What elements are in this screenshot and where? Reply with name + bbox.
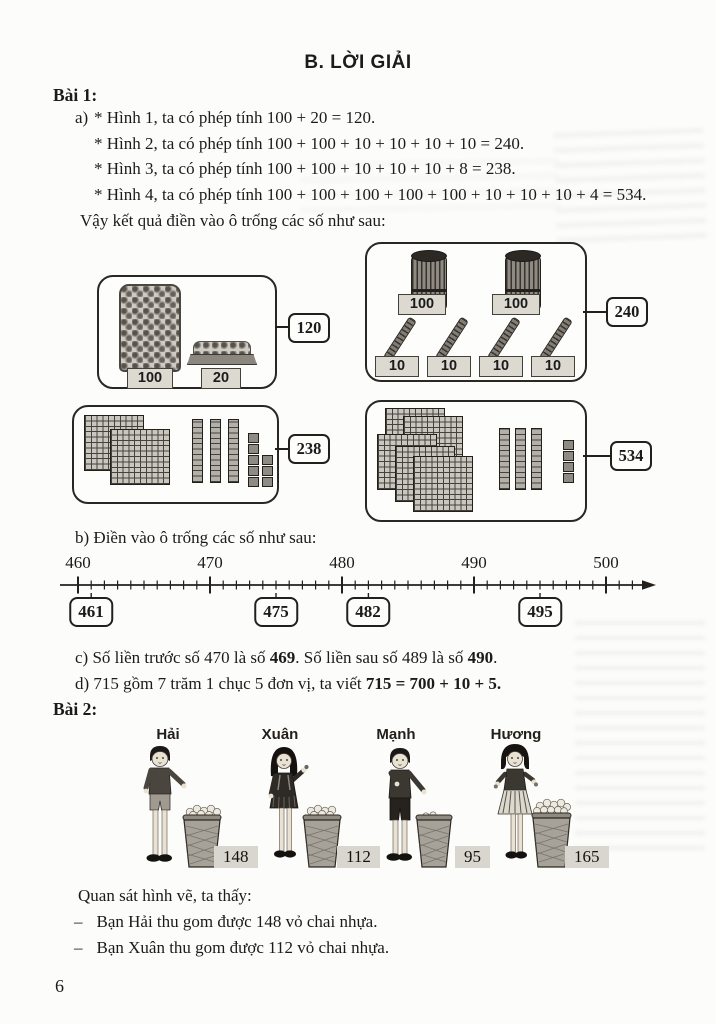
part-c-pre: c) Số liền trước số 470 là số bbox=[75, 648, 270, 667]
ten-rod bbox=[531, 428, 542, 490]
observation-line: Quan sát hình vẽ, ta thấy: bbox=[78, 886, 252, 905]
marble-pile-illustration bbox=[193, 341, 251, 355]
bullet-text: Bạn Xuân thu gom được 112 vỏ chai nhựa. bbox=[96, 938, 390, 957]
line-text: * Hình 2, ta có phép tính 100 + 100 + 10 + 10 + 10 + 10 = 240. bbox=[94, 133, 525, 153]
unit-cube bbox=[262, 455, 273, 465]
bullet-dash: – bbox=[74, 912, 83, 931]
part-a-solution-lines bbox=[75, 108, 646, 210]
figure-hinh3 bbox=[72, 405, 279, 504]
value-label-20: 20 bbox=[201, 368, 241, 389]
unit-cube bbox=[563, 462, 574, 472]
page-number: 6 bbox=[55, 976, 64, 996]
figure-hinh1 bbox=[97, 275, 277, 389]
part-a-conclusion: Vậy kết quả điền vào ô trống các số như sau: bbox=[80, 211, 386, 230]
unit-cube bbox=[563, 451, 574, 461]
basket-rim bbox=[416, 815, 452, 820]
value-label-100: 100 bbox=[492, 294, 540, 315]
value-label-10: 10 bbox=[375, 356, 419, 377]
bullet-line bbox=[74, 938, 389, 958]
figure-hinh2 bbox=[365, 242, 587, 382]
part-d-line bbox=[75, 674, 501, 694]
bottle-count-manh: 95 bbox=[455, 846, 490, 868]
basket-rim bbox=[532, 813, 571, 818]
boxed-value-482: 482 bbox=[346, 597, 390, 627]
connector-line bbox=[583, 455, 610, 457]
child-name-huong: Hương bbox=[490, 726, 542, 743]
face bbox=[277, 754, 292, 769]
solution-line bbox=[75, 108, 646, 134]
boxed-value-475: 475 bbox=[254, 597, 298, 627]
single-stick-illustration bbox=[539, 317, 573, 362]
number-line bbox=[40, 553, 700, 633]
page-title: B. LỜI GIẢI bbox=[304, 52, 412, 73]
face bbox=[152, 752, 168, 767]
bullet-dash: – bbox=[74, 938, 83, 957]
unit-cube bbox=[248, 477, 259, 487]
line-label: a) bbox=[75, 108, 89, 127]
unit-cube bbox=[248, 455, 259, 465]
ten-rod bbox=[228, 419, 239, 483]
shorts bbox=[390, 798, 410, 820]
exercise-1-heading: Bài 1: bbox=[53, 85, 98, 105]
answer-box-240: 240 bbox=[606, 297, 648, 327]
value-label-10: 10 bbox=[531, 356, 575, 377]
blouse bbox=[504, 769, 526, 790]
single-stick-illustration bbox=[435, 317, 469, 362]
number-line-label: 500 bbox=[593, 553, 619, 572]
number-line-label: 490 bbox=[461, 553, 487, 572]
part-d-pre: d) 715 gồm 7 trăm 1 chục 5 đơn vị, ta viết bbox=[75, 674, 366, 693]
unit-cube bbox=[248, 433, 259, 443]
part-c-bold-469: 469 bbox=[269, 648, 296, 667]
connector-line bbox=[275, 448, 288, 450]
value-label-10: 10 bbox=[427, 356, 471, 377]
basket-manh bbox=[412, 804, 456, 870]
answer-box-120: 120 bbox=[288, 313, 330, 343]
ten-rod bbox=[210, 419, 221, 483]
child-name-manh: Mạnh bbox=[376, 726, 416, 743]
value-label-10: 10 bbox=[479, 356, 523, 377]
line-text: * Hình 1, ta có phép tính 100 + 20 = 120. bbox=[94, 108, 376, 127]
unit-cube bbox=[563, 473, 574, 483]
part-b-heading: b) Điền vào ô trống các số như sau: bbox=[75, 528, 317, 547]
exercise-2-heading: Bài 2: bbox=[53, 699, 98, 719]
shorts bbox=[150, 794, 170, 810]
part-d-end: . bbox=[496, 674, 502, 693]
bullet-text: Bạn Hải thu gom được 148 vỏ chai nhựa. bbox=[96, 912, 378, 931]
part-c-end: . bbox=[493, 648, 498, 667]
boxed-value-461: 461 bbox=[69, 597, 113, 627]
box-connector-lines bbox=[91, 593, 540, 606]
unit-cube bbox=[262, 477, 273, 487]
value-label-100: 100 bbox=[398, 294, 446, 315]
answer-box-238: 238 bbox=[288, 434, 330, 464]
figure-hinh4 bbox=[365, 400, 587, 522]
child-name-xuan: Xuân bbox=[261, 726, 299, 743]
ten-rod bbox=[499, 428, 510, 490]
shoe bbox=[398, 853, 412, 861]
shoe bbox=[158, 854, 172, 862]
shoe bbox=[284, 850, 296, 857]
bottles bbox=[533, 799, 570, 814]
ten-rod bbox=[192, 419, 203, 483]
solution-line bbox=[75, 134, 646, 160]
marble-jar-illustration bbox=[119, 284, 181, 372]
connector-line bbox=[275, 326, 288, 328]
part-c-mid: . Số liền sau số 489 là số bbox=[295, 648, 468, 667]
axis-arrow bbox=[642, 580, 656, 590]
basket-rim bbox=[303, 815, 341, 820]
unit-cube bbox=[248, 466, 259, 476]
unit-cube bbox=[248, 444, 259, 454]
line-text: * Hình 4, ta có phép tính 100 + 100 + 100 + 100 + 100 + 10 + 10 + 10 + 4 = 534. bbox=[94, 184, 647, 204]
face bbox=[508, 752, 523, 767]
unit-cube bbox=[262, 466, 273, 476]
boxed-value-495: 495 bbox=[518, 597, 562, 627]
part-c-line bbox=[75, 648, 497, 668]
number-line-label: 480 bbox=[329, 553, 355, 572]
shoe bbox=[515, 851, 527, 858]
bottle-count-xuan: 112 bbox=[337, 846, 380, 868]
number-line-label: 460 bbox=[65, 553, 91, 572]
children-collecting-bottles-illustration bbox=[128, 720, 628, 890]
unit-cube bbox=[563, 440, 574, 450]
solution-line bbox=[75, 159, 646, 185]
basket-rim bbox=[183, 815, 221, 820]
part-c-bold-490: 490 bbox=[467, 648, 494, 667]
child-name-hai: Hải bbox=[156, 726, 180, 743]
hundred-flat bbox=[413, 456, 473, 512]
ten-rod bbox=[515, 428, 526, 490]
part-d-bold-equation: 715 = 700 + 10 + 5 bbox=[365, 674, 497, 693]
hundred-flat bbox=[110, 429, 170, 485]
single-stick-illustration bbox=[487, 317, 521, 362]
face bbox=[392, 754, 408, 769]
single-stick-illustration bbox=[383, 317, 417, 362]
value-label-100: 100 bbox=[127, 368, 173, 389]
bottle-count-huong: 165 bbox=[565, 846, 609, 868]
line-text: * Hình 3, ta có phép tính 100 + 100 + 10 + 10 + 10 + 8 = 238. bbox=[94, 159, 516, 178]
solution-line bbox=[75, 185, 646, 211]
answer-box-534: 534 bbox=[610, 441, 652, 471]
connector-line bbox=[583, 311, 606, 313]
bottle-count-hai: 148 bbox=[214, 846, 258, 868]
number-line-label: 470 bbox=[197, 553, 223, 572]
bullet-line bbox=[74, 912, 377, 932]
marble-tray bbox=[187, 354, 257, 365]
